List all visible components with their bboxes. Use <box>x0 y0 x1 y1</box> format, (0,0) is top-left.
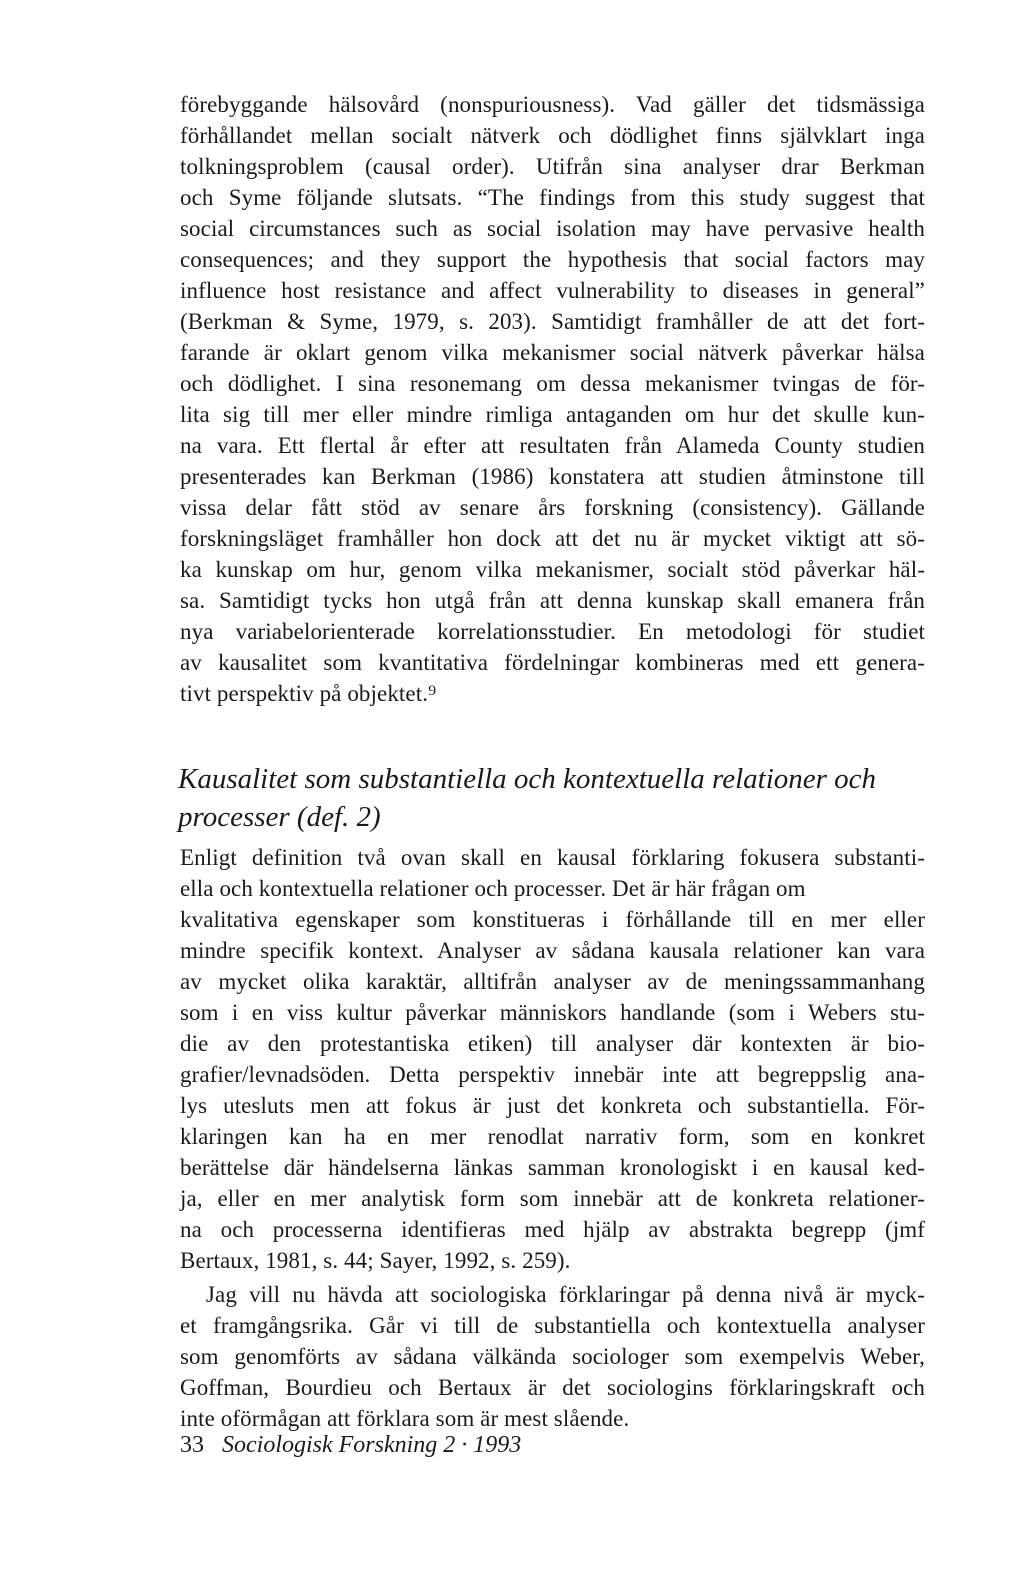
text-line: die av den protestantiska etiken) till analyser där kontexten är bio- <box>180 1031 925 1056</box>
text-line: presenterades kan Berkman (1986) konstatera att studien åtminstone till <box>180 464 925 489</box>
text-line: förebyggande hälsovård (nonspuriousness). Vad gäller det tidsmässiga <box>180 92 925 117</box>
page-number: 33 <box>180 1432 204 1458</box>
text-line: Enligt definition två ovan skall en kausal förklaring fokusera substanti- <box>180 845 925 870</box>
text-line: inte oförmågan att förklara som är mest slående. <box>180 1406 630 1431</box>
text-line: och Syme följande slutsats. “The findings from this study suggest that <box>180 185 925 210</box>
text-line: grafier/levnadsöden. Detta perspektiv innebär inte att begreppslig ana- <box>180 1062 925 1087</box>
text-line: ella och kontextuella relationer och processer. Det är här frågan om <box>180 876 806 901</box>
text-line: lys utesluts men att fokus är just det konkreta och substantiella. För- <box>180 1093 925 1118</box>
text-line: som i en viss kultur påverkar människors handlande (som i Webers stu- <box>180 1000 925 1025</box>
text-line: tolkningsproblem (causal order). Utifrån sina analyser drar Berkman <box>180 154 925 179</box>
text-line: som genomförts av sådana välkända sociologer som exempelvis Weber, <box>180 1344 925 1369</box>
text-line: lita sig till mer eller mindre rimliga antaganden om hur det skulle kun- <box>180 402 925 427</box>
text-line: sa. Samtidigt tycks hon utgå från att denna kunskap skall emanera från <box>180 588 925 613</box>
text-line: berättelse där händelserna länkas samman kronologiskt i en kausal ked- <box>180 1155 925 1180</box>
text-line: na och processerna identifieras med hjälp av abstrakta begrepp (jmf <box>180 1217 925 1242</box>
text-line: vissa delar fått stöd av senare års forskning (consistency). Gällande <box>180 495 925 520</box>
page-footer <box>180 1432 521 1459</box>
text-line: et framgångsrika. Går vi till de substantiella och kontextuella analyser <box>180 1313 925 1338</box>
text-line: klaringen kan ha en mer renodlat narrativ form, som en konkret <box>180 1124 925 1149</box>
text-line: forskningsläget framhåller hon dock att det nu är mycket viktigt att sö- <box>180 526 925 551</box>
text-line: av mycket olika karaktär, alltifrån analyser av de meningssammanhang <box>180 969 925 994</box>
text-line: Jag vill nu hävda att sociologiska förklaringar på denna nivå är myck- <box>206 1282 925 1307</box>
text-line: kvalitativa egenskaper som konstitueras i förhållande till en mer eller <box>180 907 925 932</box>
text-line: social circumstances such as social isolation may have pervasive health <box>180 216 925 241</box>
text-line: (Berkman & Syme, 1979, s. 203). Samtidigt framhåller de att det fort- <box>180 309 925 334</box>
text-line: farande är oklart genom vilka mekanismer social nätverk påverkar hälsa <box>180 340 925 365</box>
journal-name: Sociologisk Forskning 2 · 1993 <box>222 1432 522 1458</box>
text-line: ka kunskap om hur, genom vilka mekanismer, socialt stöd påverkar häl- <box>180 557 925 582</box>
text-line: influence host resistance and affect vulnerability to diseases in general” <box>180 278 925 303</box>
section-heading-line-2: processer (def. 2) <box>178 801 381 833</box>
section-heading-line-1: Kausalitet som substantiella och kontextuella relationer och <box>178 763 877 795</box>
text-line: av kausalitet som kvantitativa fördelningar kombineras med ett genera- <box>180 650 925 675</box>
text-line: och dödlighet. I sina resonemang om dessa mekanismer tvingas de för- <box>180 371 925 396</box>
text-line: tivt perspektiv på objektet.⁹ <box>180 681 437 706</box>
text-line: Bertaux, 1981, s. 44; Sayer, 1992, s. 259). <box>180 1248 571 1273</box>
text-line: Goffman, Bourdieu och Bertaux är det sociologins förklaringskraft och <box>180 1375 925 1400</box>
text-line: na vara. Ett flertal år efter att resultaten från Alameda County studien <box>180 433 925 458</box>
text-line: nya variabelorienterade korrelationsstudier. En metodologi för studiet <box>180 619 925 644</box>
text-line: ja, eller en mer analytisk form som innebär att de konkreta relationer- <box>180 1186 925 1211</box>
text-line: förhållandet mellan socialt nätverk och dödlighet finns självklart inga <box>180 123 925 148</box>
text-line: consequences; and they support the hypothesis that social factors may <box>180 247 925 272</box>
text-line: mindre specifik kontext. Analyser av sådana kausala relationer kan vara <box>180 938 925 963</box>
